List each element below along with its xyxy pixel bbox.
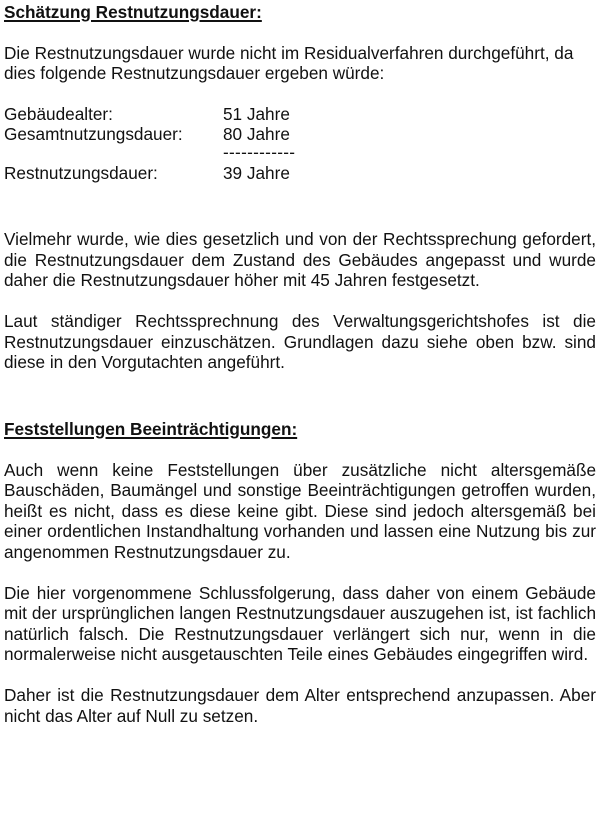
section-heading-beeintraechtigungen: Feststellungen Beeinträchtigungen:	[4, 418, 298, 439]
body-paragraph: Auch wenn keine Feststellungen über zusätzliche nicht altersgemäße Bauschäden, Baumängel und sonstige Beeinträchtigungen getroffen wurden, heißt es nicht, dass es diese keine gibt. Diese sind jedoch altersgemäß bei einer ordentlichen Instandhaltung vorhanden und lassen eine Nutzung bis zur angenommen Restnutzungsdauer zu.	[4, 459, 596, 562]
calc-value: 51 Jahre	[223, 103, 290, 124]
calc-separator: ------------	[223, 141, 296, 162]
calc-row-restnutzungsdauer	[4, 163, 596, 184]
calculation-table	[4, 104, 596, 184]
calc-label: Restnutzungsdauer:	[4, 162, 158, 183]
calc-label: Gesamtnutzungsdauer:	[4, 124, 183, 144]
document-page	[4, 2, 596, 726]
body-paragraph: Laut ständiger Rechtssprechnung des Verwaltungsgerichtshofes ist die Restnutzungsdauer einzuschätzen. Grundlagen dazu siehe oben bzw. sind diese in den Vorgutachten angeführt.	[4, 311, 596, 372]
section-heading-restnutzungsdauer: Schätzung Restnutzungsdauer:	[4, 2, 262, 22]
calc-row-gesamtnutzungsdauer	[4, 124, 596, 145]
body-paragraph: Daher ist die Restnutzungsdauer dem Alter entsprechend anzupassen. Aber nicht das Alter auf Null zu setzen.	[4, 685, 596, 726]
body-paragraph: Vielmehr wurde, wie dies gesetzlich und von der Rechtssprechung gefordert, die Restnutzungsdauer dem Zustand des Gebäudes angepasst und wurde daher die Restnutzungsdauer höher mit 45 Jahren festgesetzt.	[4, 229, 596, 290]
calc-row-gebaeudealter	[4, 104, 596, 125]
calc-value: 80 Jahre	[223, 124, 290, 144]
calc-separator-row	[4, 141, 596, 163]
calc-label: Gebäudealter:	[4, 103, 113, 124]
intro-paragraph: Die Restnutzungsdauer wurde nicht im Residualverfahren durchgeführt, da dies folgende Restnutzungsdauer ergeben würde:	[4, 42, 574, 83]
calc-value: 39 Jahre	[223, 162, 290, 183]
body-paragraph: Die hier vorgenommene Schlussfolgerung, dass daher von einem Gebäude mit der ursprünglichen langen Restnutzungsdauer auszugehen ist, ist fachlich natürlich falsch. Die Restnutzungsdauer verlängert sich nur, wenn in die normalerweise nicht ausgetauschten Teile eines Gebäudes eingegriffen wird.	[4, 582, 596, 664]
